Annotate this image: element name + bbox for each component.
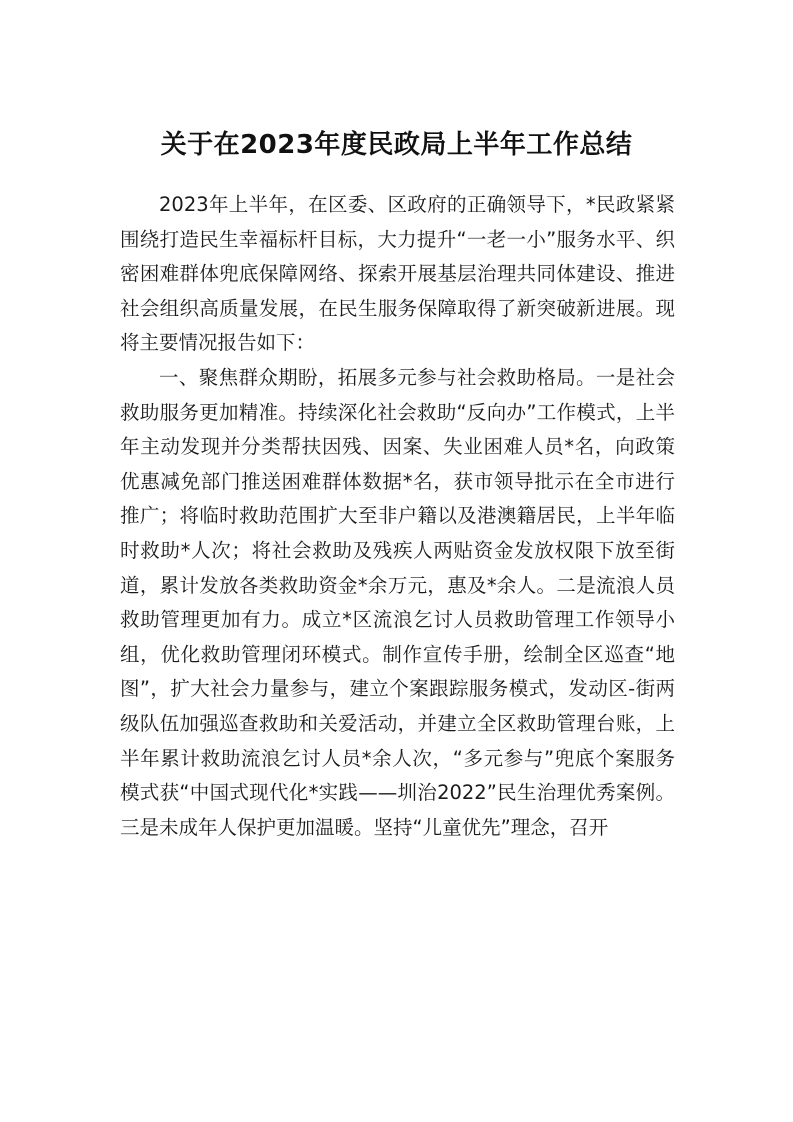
document-body <box>120 188 675 845</box>
document-title: 关于在2023年度民政局上半年工作总结 <box>160 130 633 160</box>
paragraph-intro: 2023年上半年，在区委、区政府的正确领导下，*民政紧紧围绕打造民生幸福标杆目标，大力提升“一老一小”服务水平、织密困难群体兜底保障网络、探索开展基层治理共同体建设、推进社会组织高质量发展，在民生服务保障取得了新突破新进展。现将主要情况报告如下： <box>120 193 675 355</box>
paragraph-section-one: 一、聚焦群众期盼，拓展多元参与社会救助格局。一是社会救助服务更加精准。持续深化社会救助“反向办”工作模式，上半年主动发现并分类帮扶因残、因案、失业困难人员*名，向政策优惠减免部门推送困难群体数据*名，获市领导批示在全市进行推广；将临时救助范围扩大至非户籍以及港澳籍居民，上半年临时救助*人次；将社会救助及残疾人两贴资金发放权限下放至街道，累计发放各类救助资金*余万元，惠及*余人。二是流浪人员救助管理更加有力。成立*区流浪乞讨人员救助管理工作领导小组，优化救助管理闭环模式。制作宣传手册，绘制全区巡查“地图”，扩大社会力量参与，建立个案跟踪服务模式，发动区-街两级队伍加强巡查救助和关爱活动，并建立全区救助管理台账，上半年累计救助流浪乞讨人员*余人次，“多元参与”兜底个案服务模式获“中国式现代化*实践——圳治2022”民生治理优秀案例。三是未成年人保护更加温暖。坚持“儿童优先”理念，召开 <box>120 365 675 839</box>
